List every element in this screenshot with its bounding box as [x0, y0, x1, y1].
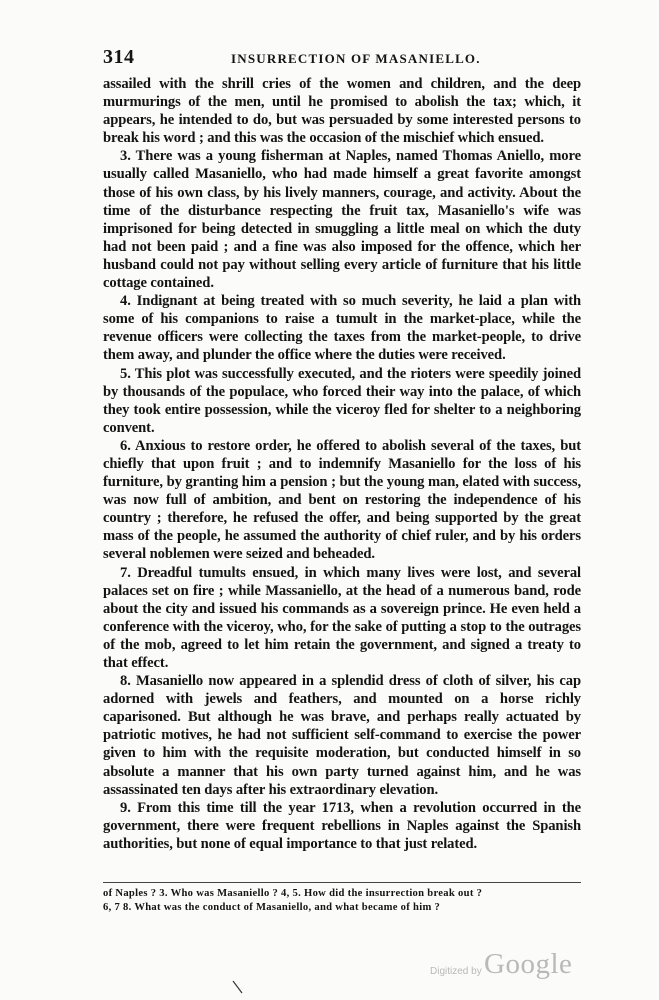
paragraph-6: 6. Anxious to restore order, he offered to abolish several of the taxes, but chiefly that upon fruit ; and to indemnify Masaniello for the loss of his furniture, by granting him a pension ; but the young man, elated with success, was now full of ambition, and bent on restoring the independence of his country ; therefore, he refused the offer, and being supported by the great mass of the people, he assumed the authority of chief ruler, and by his orders several noblemen were seized and beheaded.: [103, 437, 581, 563]
paragraph-7: 7. Dreadful tumults ensued, in which many lives were lost, and several palaces set on fire ; while Massaniello, at the head of a numerous band, rode about the city and issued his commands as a sovereign prince. He even held a conference with the viceroy, who, for the sake of putting a stop to the outrages of the mob, agreed to let him retain the government, and signed a treaty to that effect.: [103, 564, 581, 671]
running-head: INSURRECTION OF MASANIELLO.: [231, 51, 481, 66]
page-number: 314: [103, 46, 135, 68]
study-questions: [103, 887, 583, 915]
question-line: of Naples ? 3. Who was Masaniello ? 4, 5. How did the insurrection break out ?: [103, 888, 483, 899]
paragraph-3: 3. There was a young fisherman at Naples, named Thomas Aniello, more usually called Masaniello, who had made himself a great favorite amongst those of his own class, by his lively manners, courage, and activity. About the time of the disturbance respecting the fruit tax, Masaniello's wife was imprisoned for being detected in smuggling a little meal on which the duty had not been paid ; and a fine was also imposed for the offence, which her husband could not pay without selling every article of furniture that his little cottage contained.: [103, 148, 581, 292]
google-logo: Google: [484, 948, 573, 980]
question-line: 6, 7 8. What was the conduct of Masaniello, and what became of him ?: [103, 902, 441, 913]
paragraph-5: 5. This plot was successfully executed, and the rioters were speedily joined by thousands of the populace, who forced their way into the palace, of which they took entire possession, while the viceroy fled for shelter to a neighboring convent.: [103, 365, 581, 436]
paragraph-continuation: assailed with the shrill cries of the women and children, and the deep murmurings of the men, until he promised to abolish the tax; which, it appears, he intended to do, but was persuaded by some interested persons to break his word ; and this was the occasion of the mischief which ensued.: [103, 76, 581, 147]
paragraph-4: 4. Indignant at being treated with so much severity, he laid a plan with some of his companions to raise a tumult in the market-place, while the revenue officers were collecting the taxes from the market-people, to drive them away, and plunder the office where the duties were received.: [103, 293, 581, 364]
body-text: [103, 75, 581, 853]
ink-mark: [232, 980, 244, 994]
paragraph-9: 9. From this time till the year 1713, when a revolution occurred in the government, there were frequent rebellions in Naples against the Spanish authorities, but none of equal importance to that just related.: [103, 799, 581, 852]
page-header: [103, 46, 581, 70]
watermark-prefix: Digitized by: [430, 966, 482, 977]
digitized-watermark: [430, 948, 590, 984]
footnote-rule: [103, 882, 581, 883]
paragraph-8: 8. Masaniello now appeared in a splendid dress of cloth of silver, his cap adorned with jewels and feathers, and mounted on a horse richly caparisoned. But although he was brave, and perhaps really actuated by patriotic motives, he had not sufficient self-command to exercise the power given to him with the requisite moderation, but conducted himself in so absolute a manner that his own party turned against him, and he was assassinated ten days after his extraordinary elevation.: [103, 673, 581, 798]
